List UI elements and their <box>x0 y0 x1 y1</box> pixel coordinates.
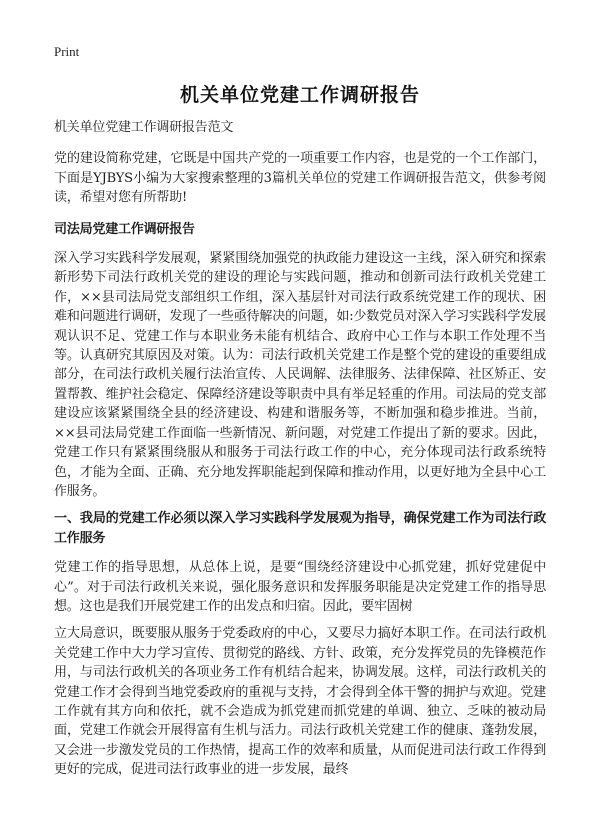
section2-paragraph-1: 党建工作的指导思想，从总体上说，是要“围绕经济建设中心抓党建，抓好党建促中心”。对于司法行政机关来说，强化服务意识和发挥服务职能是决定党建工作的指导思想。这也是我们开展党建工作的出发点和归宿。因此，要牢固树 <box>54 560 546 614</box>
subtitle: 机关单位党建工作调研报告范文 <box>54 120 234 135</box>
page-title: 机关单位党建工作调研报告 <box>179 84 420 106</box>
section2-heading: 一、我局的党建工作必须以深入学习实践科学发展观为指导，确保党建工作为司法行政工作服务 <box>54 511 546 546</box>
section1-paragraph: 深入学习实践科学发展观，紧紧围绕加强党的执政能力建设这一主线，深入研究和探索新形势下司法行政机关党的建设的理论与实践问题，推动和创新司法行政机关党建工作，××县司法局党支部组织工作组，深入基层针对司法行政系统党建工作的现状、困难和问题进行调研，发现了一些亟待解决的问题，如:少数党员对深入学习实践科学发展观认识不足、党建工作与本职业务未能有机结合、政府中心工作与本职工作处理不当等。认真研究其原因及对策。认为：司法行政机关党建工作是整个党的建设的重要组成部分，在司法行政机关履行法治宣传、人民调解、法律服务、法律保障、社区矫正、安置帮教、维护社会稳定、保障经济建设等职责中具有举足轻重的作用。司法局的党支部建设应该紧紧围绕全县的经济建设、构建和谐服务等，不断加强和稳步推进。当前，××县司法局党建工作面临一些新情况、新问题，对党建工作提出了新的要求。因此，党建工作只有紧紧围绕服从和服务于司法行政工作的中心，充分体现司法行政系统特色，才能为全面、正确、充分地发挥职能起到保障和推动作用，以更好地为全县中心工作服务。 <box>54 251 546 499</box>
print-link[interactable]: Print <box>54 44 80 59</box>
section1-heading: 司法局党建工作调研报告 <box>54 221 195 237</box>
document-body <box>54 118 546 788</box>
section2-paragraph-2: 立大局意识，既要服从服务于党委政府的中心，又要尽力搞好本职工作。在司法行政机关党建工作中大力学习宣传、贯彻党的路线、方针、政策，充分发挥党员的先锋模范作用，与司法行政机关的各项业务工作有机结合起来，协调发展。这样，司法行政机关的党建工作才会得到当地党委政府的重视与支持，才会得到全体干警的拥护与欢迎。党建工作就有其方向和依托，就不会造成为抓党建而抓党建的单调、独立、乏味的被动局面，党建工作就会开展得富有生机与活力。司法行政机关党建工作的健康、蓬勃发展，又会进一步激发党员的工作热情，提高工作的效率和质量，从而促进司法行政工作得到更好的完成，促进司法行政事业的进一步发展，最终 <box>54 626 546 778</box>
intro-paragraph: 党的建设简称党建，它既是中国共产党的一项重要工作内容，也是党的一个工作部门，下面是YJBYS小编为大家搜索整理的3篇机关单位的党建工作调研报告范文，供参考阅读，希望对您有所帮助! <box>54 151 546 206</box>
